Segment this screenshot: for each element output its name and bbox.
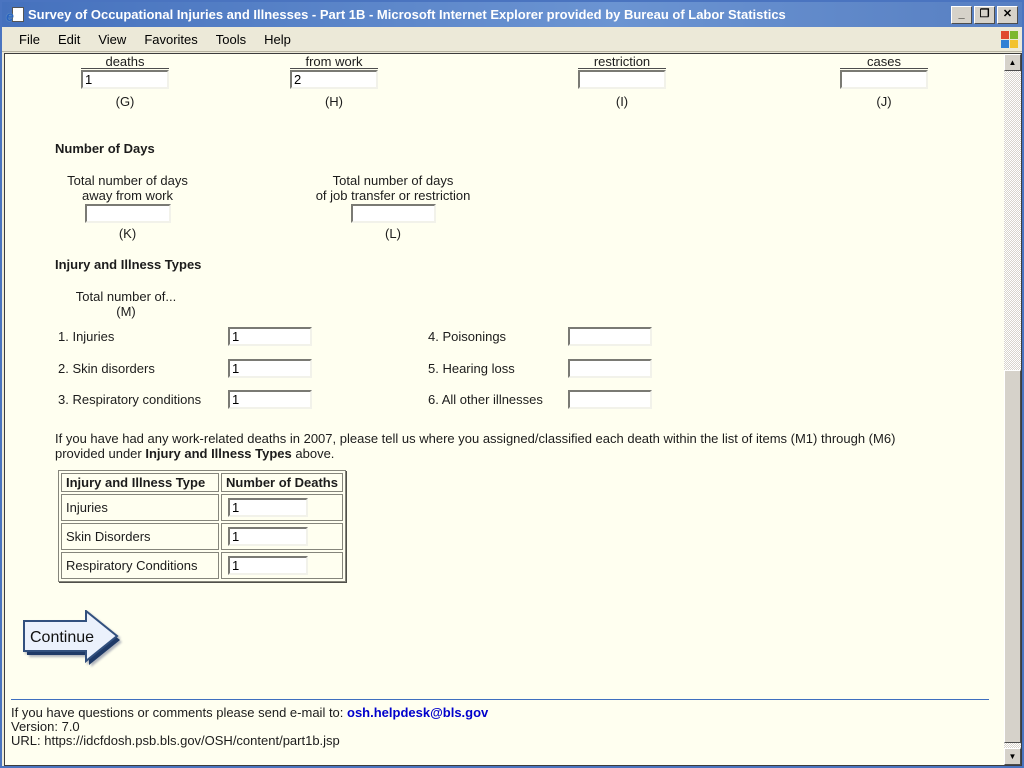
item-label-respiratory: 3. Respiratory conditions xyxy=(58,392,202,407)
helpdesk-email-link[interactable]: osh.helpdesk@bls.gov xyxy=(347,705,489,720)
windows-logo-icon xyxy=(1001,31,1018,48)
field-group-g xyxy=(81,54,169,109)
field-label-cases: cases xyxy=(840,55,928,69)
total-number-of-line2: (M) xyxy=(116,304,136,319)
field-label-job-transfer-line1: Total number of days xyxy=(332,173,454,188)
footer-contact-line xyxy=(11,706,488,720)
field-tag-j: (J) xyxy=(876,94,892,109)
cases-input[interactable] xyxy=(840,70,928,89)
footer-contact-text: If you have questions or comments please send e-mail to: xyxy=(11,705,348,720)
deaths-table xyxy=(58,470,346,582)
titlebar xyxy=(2,2,1022,27)
menu-item-help[interactable]: Help xyxy=(264,31,291,47)
field-tag-g: (G) xyxy=(115,94,135,109)
footer-divider xyxy=(11,699,989,700)
restriction-input[interactable] xyxy=(578,70,666,89)
field-group-j xyxy=(840,54,928,109)
scroll-down-button[interactable]: ▼ xyxy=(1004,748,1021,765)
field-label-restriction: restriction xyxy=(578,55,666,69)
scrollbar-track[interactable] xyxy=(1004,71,1021,748)
item-label-hearing-loss: 5. Hearing loss xyxy=(428,361,515,376)
field-tag-h: (H) xyxy=(324,94,344,109)
internet-explorer-icon: e xyxy=(6,7,24,23)
field-group-i xyxy=(578,54,666,109)
scroll-up-button[interactable]: ▲ xyxy=(1004,54,1021,71)
field-label-days-away-line1: Total number of days xyxy=(67,173,188,188)
respiratory-count-input[interactable] xyxy=(228,390,312,409)
field-group-h xyxy=(290,54,378,109)
page-viewport xyxy=(4,53,1022,766)
menu-item-view[interactable]: View xyxy=(98,31,127,47)
deaths-skin-input[interactable] xyxy=(228,527,308,546)
item-label-poisonings: 4. Poisonings xyxy=(428,329,507,344)
number-of-days-heading: Number of Days xyxy=(55,141,155,156)
field-label-job-transfer-line2: of job transfer or restriction xyxy=(315,188,471,203)
field-label-days-away-line2: away from work xyxy=(81,188,174,203)
poisonings-count-input[interactable] xyxy=(568,327,652,346)
window-title: Survey of Occupational Injuries and Illnesses - Part 1B - Microsoft Internet Explorer provided by Bureau of Labor Statistics xyxy=(28,7,786,22)
continue-button[interactable] xyxy=(23,610,125,672)
close-button[interactable]: ✕ xyxy=(997,6,1018,24)
continue-label-svg: Continue xyxy=(30,629,95,646)
field-tag-l: (L) xyxy=(385,226,401,241)
days-away-input[interactable] xyxy=(85,204,171,223)
hearing-loss-count-input[interactable] xyxy=(568,359,652,378)
footer-version: Version: 7.0 xyxy=(11,719,80,734)
deaths-row-respiratory-label: Respiratory Conditions xyxy=(61,552,219,579)
deaths-row-skin-label: Skin Disorders xyxy=(61,523,219,550)
field-label-from-work: from work xyxy=(290,55,378,69)
table-row xyxy=(61,494,343,521)
total-number-of-line1: Total number of... xyxy=(75,289,177,304)
deaths-table-header-count: Number of Deaths xyxy=(221,473,343,492)
menu-bar xyxy=(2,27,1022,52)
table-row xyxy=(61,523,343,550)
restore-button[interactable]: ❐ xyxy=(974,6,995,24)
deaths-note xyxy=(55,431,1000,461)
menu-item-edit[interactable]: Edit xyxy=(57,31,81,47)
vertical-scrollbar xyxy=(1004,54,1021,765)
injury-types-heading: Injury and Illness Types xyxy=(55,257,202,272)
menu-item-tools[interactable]: Tools xyxy=(215,31,247,47)
scrollbar-thumb[interactable] xyxy=(1004,370,1021,743)
menu-item-file[interactable]: File xyxy=(19,31,40,47)
total-number-of-header xyxy=(70,289,182,319)
table-row xyxy=(61,552,343,579)
item-label-other-illnesses: 6. All other illnesses xyxy=(428,392,543,407)
other-illnesses-count-input[interactable] xyxy=(568,390,652,409)
from-work-input[interactable] xyxy=(290,70,378,89)
deaths-injuries-input[interactable] xyxy=(228,498,308,517)
deaths-note-line2: provided under Injury and Illness Types above. xyxy=(55,446,335,461)
item-label-skin-disorders: 2. Skin disorders xyxy=(58,361,155,376)
injuries-count-input[interactable] xyxy=(228,327,312,346)
page-content xyxy=(5,54,1005,765)
minimize-button[interactable]: _ xyxy=(951,6,972,24)
field-tag-i: (I) xyxy=(615,94,629,109)
footer-url: URL: https://idcfdosh.psb.bls.gov/OSH/content/part1b.jsp xyxy=(11,733,340,748)
deaths-input[interactable] xyxy=(81,70,169,89)
field-tag-k: (K) xyxy=(118,226,137,241)
field-group-l xyxy=(303,173,483,241)
skin-disorders-count-input[interactable] xyxy=(228,359,312,378)
deaths-row-injuries-label: Injuries xyxy=(61,494,219,521)
deaths-respiratory-input[interactable] xyxy=(228,556,308,575)
deaths-note-line1: If you have had any work-related deaths in 2007, please tell us where you assigned/classified each death within the list of items (M1) through (M6) xyxy=(55,431,896,446)
job-transfer-input[interactable] xyxy=(351,204,436,223)
field-group-k xyxy=(50,173,205,241)
deaths-table-header-row xyxy=(61,473,343,492)
deaths-table-header-type: Injury and Illness Type xyxy=(61,473,219,492)
menu-item-favorites[interactable]: Favorites xyxy=(144,31,198,47)
field-label-deaths: deaths xyxy=(81,55,169,69)
item-label-injuries: 1. Injuries xyxy=(58,329,115,344)
